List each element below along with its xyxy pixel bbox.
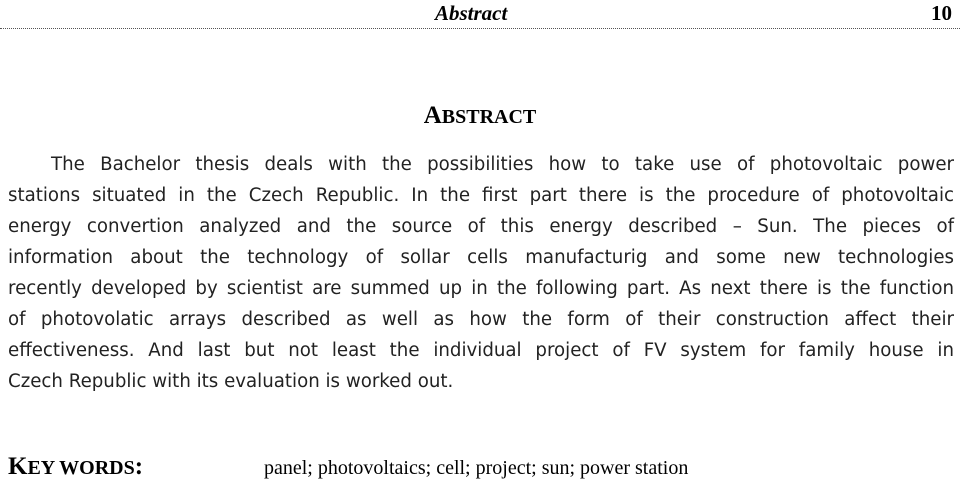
page-number: 10 (931, 1, 952, 25)
abstract-line: effectiveness. And last but not least the individual project of FV system for family house in (8, 340, 954, 361)
abstract-body (8, 149, 954, 397)
keywords-label-colon: : (134, 453, 144, 480)
abstract-heading-rest: BSTRACT (441, 106, 537, 128)
header-title: Abstract (435, 1, 508, 25)
keywords-label-initial: K (8, 453, 28, 480)
abstract-line: energy convertion analyzed and the source of this energy described – Sun. The pieces of (8, 216, 954, 237)
abstract-line: recently developed by scientist are summed up in the following part. As next there is the function (8, 278, 954, 299)
abstract-line: information about the technology of sollar cells manufacturig and some new technologies (8, 247, 954, 268)
running-header (0, 0, 960, 30)
abstract-line: of photovolatic arrays described as well as how the form of their construction affect their (8, 309, 954, 330)
abstract-line: stations situated in the Czech Republic. In the first part there is the procedure of photovoltaic (8, 185, 954, 206)
header-divider (0, 28, 960, 29)
abstract-line: The Bachelor thesis deals with the possibilities how to take use of photovoltaic power (51, 154, 954, 175)
keywords-value: panel; photovoltaics; cell; project; sun; power station (264, 457, 689, 479)
abstract-line: Czech Republic with its evaluation is worked out. (8, 371, 454, 392)
keywords-label (8, 452, 143, 485)
abstract-heading-initial: A (423, 102, 442, 129)
abstract-heading (0, 101, 960, 134)
keywords-label-rest: EY WORDS (27, 457, 135, 479)
